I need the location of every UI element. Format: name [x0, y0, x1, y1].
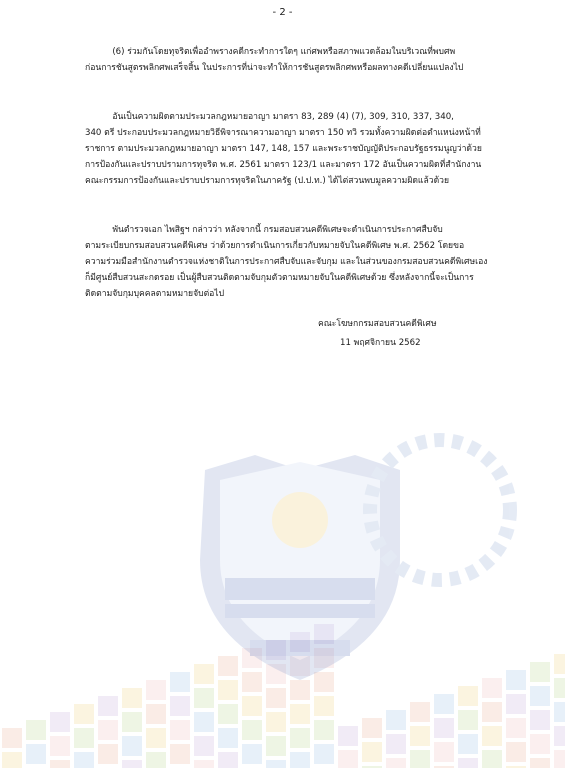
mosaic-tile [530, 662, 550, 682]
mosaic-tile [170, 672, 190, 692]
mosaic-tile [314, 696, 334, 716]
mosaic-tile [122, 760, 142, 768]
text-line: ก็มีศูนย์สืบสวนสะกดรอย เป็นผู้สืบสวนติดตามจับกุมตัวตามหมายจับในคดีพิเศษด้วย ซึ่งหลังจากนี้จะเป็นการ [85, 273, 474, 283]
mosaic-tile [530, 758, 550, 768]
mosaic-tile [266, 640, 286, 660]
paragraph-2 [85, 109, 497, 189]
mosaic-tile [482, 750, 502, 768]
mosaic-tile [314, 648, 334, 668]
mosaic-tile [314, 720, 334, 740]
text-line: คณะกรรมการป้องกันและปราบปรามการทุจริตในภาครัฐ (ป.ป.ท.) ได้ไต่สวนพบมูลความผิดแล้วด้วย [85, 176, 450, 186]
mosaic-tile [386, 710, 406, 730]
mosaic-tile [530, 710, 550, 730]
text-line: การป้องกันและปราบปรามการทุจริต พ.ศ. 2561 มาตรา 123/1 และมาตรา 172 อันเป็นความผิดที่สำนักงาน [85, 160, 482, 170]
mosaic-tile [122, 688, 142, 708]
page-number: - 2 - [272, 7, 293, 18]
mosaic-tile [362, 742, 382, 762]
mosaic-tile [50, 712, 70, 732]
mosaic-tile [242, 648, 262, 668]
mosaic-tile [2, 752, 22, 768]
mosaic-tile [266, 664, 286, 684]
mosaic-tile [482, 702, 502, 722]
mosaic-tile [266, 712, 286, 732]
paragraph-1 [85, 44, 497, 76]
mosaic-tile [482, 726, 502, 746]
mosaic-tile [386, 758, 406, 768]
mosaic-tile [290, 728, 310, 748]
text-line: 340 ตรี ประกอบประมวลกฎหมายวิธีพิจารณาความอาญา มาตรา 150 ทวิ รวมทั้งความผิดต่อตำแหน่งหน้าที่ [85, 128, 481, 138]
mosaic-tile [554, 702, 565, 722]
mosaic-tile [554, 750, 565, 768]
mosaic-tile [218, 704, 238, 724]
signature-organization: คณะโฆษกกรมสอบสวนคดีพิเศษ [318, 319, 437, 329]
mosaic-tile [530, 734, 550, 754]
mosaic-tile [218, 728, 238, 748]
mosaic-tile [146, 704, 166, 724]
mosaic-tile [146, 680, 166, 700]
text-line: อันเป็นความผิดตามประมวลกฎหมายอาญา มาตรา 83, 289 (4) (7), 309, 310, 337, 340, [85, 112, 454, 122]
mosaic-tile [194, 736, 214, 756]
mosaic-tile [194, 688, 214, 708]
text-line: (6) ร่วมกันโดยทุจริตเพื่ออำพรางคดีกระทำการใดๆ แก่ศพหรือสภาพแวดล้อมในบริเวณที่พบศพ [85, 47, 456, 57]
mosaic-tile [170, 696, 190, 716]
mosaic-tile [290, 632, 310, 652]
mosaic-tile [434, 694, 454, 714]
mosaic-tile [506, 742, 526, 762]
mosaic-tile [410, 726, 430, 746]
mosaic-tile [554, 726, 565, 746]
paragraph-3 [85, 222, 497, 302]
mosaic-tile [50, 760, 70, 768]
mosaic-tile [554, 654, 565, 674]
mosaic-tile [338, 726, 358, 746]
mosaic-tile [170, 720, 190, 740]
mosaic-tile [98, 744, 118, 764]
text-line: พันตำรวจเอก ไพสิฐฯ กล่าวว่า หลังจากนี้ กรมสอบสวนคดีพิเศษจะดำเนินการประกาศสืบจับ [85, 225, 443, 235]
text-line: ติดตามจับกุมบุคคลตามหมายจับต่อไป [85, 289, 225, 299]
mosaic-tile [242, 696, 262, 716]
mosaic-tile [194, 712, 214, 732]
mosaic-tile [458, 734, 478, 754]
mosaic-tile [218, 680, 238, 700]
text-line: ก่อนการชันสูตรพลิกศพเสร็จสิ้น ในประการที่น่าจะทำให้การชันสูตรพลิกศพหรือผลทางคดีเปลี่ยนแปลงไป [85, 63, 464, 73]
mosaic-tile [458, 686, 478, 706]
mosaic-tile [242, 720, 262, 740]
mosaic-tile [266, 760, 286, 768]
mosaic-tile [266, 688, 286, 708]
mosaic-tile [434, 742, 454, 762]
mosaic-tile [410, 750, 430, 768]
mosaic-tile [458, 758, 478, 768]
mosaic-tile [530, 686, 550, 706]
mosaic-tile [98, 696, 118, 716]
mosaic-tile [122, 736, 142, 756]
mosaic-tile [290, 704, 310, 724]
mosaic-tile [506, 718, 526, 738]
mosaic-tile [194, 760, 214, 768]
mosaic-tile [26, 720, 46, 740]
mosaic-tile [338, 750, 358, 768]
mosaic-tile [506, 694, 526, 714]
mosaic-tile [98, 720, 118, 740]
mosaic-tile [314, 744, 334, 764]
mosaic-tile [482, 678, 502, 698]
mosaic-tile [74, 704, 94, 724]
mosaic-tile [194, 664, 214, 684]
mosaic-tile [314, 624, 334, 644]
mosaic-tile [290, 656, 310, 676]
mosaic-tile [218, 656, 238, 676]
mosaic-tile [74, 728, 94, 748]
mosaic-tile [146, 752, 166, 768]
mosaic-tile [2, 728, 22, 748]
mosaic-tile [434, 718, 454, 738]
mosaic-tile [266, 736, 286, 756]
mosaic-tile [242, 672, 262, 692]
mosaic-tile [146, 728, 166, 748]
mosaic-tile [242, 744, 262, 764]
mosaic-tile [170, 744, 190, 764]
mosaic-tile [290, 752, 310, 768]
text-line: ความร่วมมือสำนักงานตำรวจแห่งชาติในการประกาศสืบจับและจับกุม และในส่วนของกรมสอบสวนคดีพิเศษเอง [85, 257, 488, 267]
mosaic-tile [458, 710, 478, 730]
mosaic-tile [122, 712, 142, 732]
mosaic-tile [218, 752, 238, 768]
mosaic-tile [314, 672, 334, 692]
dsi-emblem-icon [200, 440, 510, 680]
mosaic-tile [506, 670, 526, 690]
mosaic-tile [290, 680, 310, 700]
mosaic-tile [554, 678, 565, 698]
mosaic-tile [50, 736, 70, 756]
text-line: ราชการ ตามประมวลกฎหมายอาญา มาตรา 147, 148, 157 และพระราชบัญญัติประกอบรัฐธรรมนูญว่าด้วย [85, 144, 482, 154]
text-line: ตามระเบียบกรมสอบสวนคดีพิเศษ ว่าด้วยการดำเนินการเกี่ยวกับหมายจับในคดีพิเศษ พ.ศ. 2562 โดยขอ [85, 241, 465, 251]
mosaic-tile [386, 734, 406, 754]
mosaic-tile [362, 718, 382, 738]
signature-date: 11 พฤศจิกายน 2562 [340, 338, 421, 348]
mosaic-tile [74, 752, 94, 768]
mosaic-tile [410, 702, 430, 722]
mosaic-tile [26, 744, 46, 764]
